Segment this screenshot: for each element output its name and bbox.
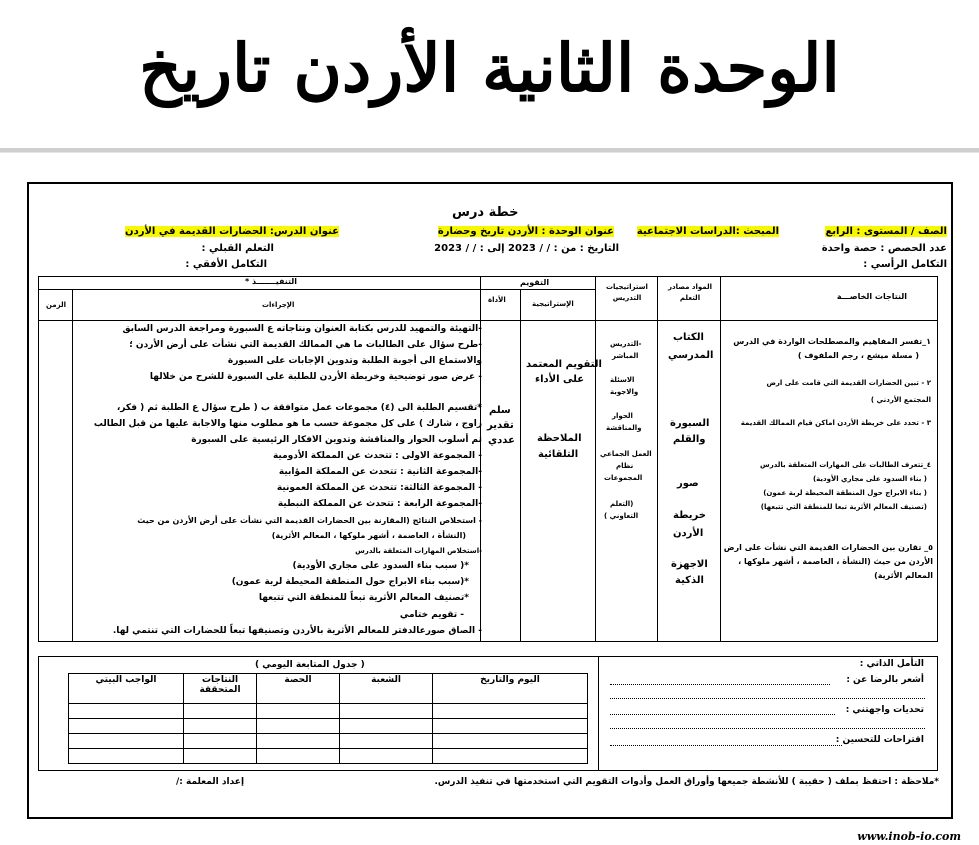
satisfaction-line-2: [610, 698, 925, 699]
followup-header: النتاجات المتحققة: [184, 674, 257, 704]
procedure-line: ثم أسلوب الحوار والمناقشة وتدوين الافكار الرئيسية على السبورة: [191, 435, 482, 445]
followup-header: اليوم والتاريخ: [433, 674, 588, 704]
eval-tool-item: سلم: [489, 405, 511, 416]
eval-strategy-item: على الأداء: [535, 374, 585, 385]
prepared-by: إعداد المعلمة :/: [176, 777, 245, 787]
outcome-line: ١_تفسر المفاهيم والمصطلحات الواردة في الدرس: [733, 337, 931, 346]
material-item: السبورة: [670, 418, 710, 429]
strategy-item: والاجوبة: [610, 388, 639, 396]
strategy-item: الاسئلة: [610, 376, 635, 384]
outcome-line: ٤_تتعرف الطالبات على المهارات المتعلقة بالدرس: [760, 461, 931, 469]
procedure-line: - استخلاص النتائج (المقارنة بين الحضارات القديمة التي نشأت على أرض الأردن من حيث: [137, 516, 482, 525]
strategy-item: -التدريس: [610, 340, 642, 348]
strategy-item: المجموعات: [604, 474, 643, 482]
strategy-item: نظام: [616, 462, 634, 470]
reflection-title: التأمل الذاتي :: [859, 659, 924, 669]
procedure-line: - المجموعة الاولى : تتحدث عن المملكة الأدومية: [272, 451, 482, 461]
main-title: الوحدة الثانية الأردن تاريخ: [139, 29, 840, 107]
procedure-line: -استخلاص المهارات المتعلقة بالدرس: [355, 547, 482, 555]
suggestions-line: [610, 745, 842, 746]
procedure-line: - المجموعة الثالثة: تتحدث عن المملكة العمونية: [276, 483, 482, 493]
procedure-line: والاستماع الى أجوبة الطلبة وتدوين الإجابات على السبورة: [227, 356, 482, 366]
eval-tool-item: تقدير: [487, 420, 514, 431]
col-materials: المواد مصادر التعلم: [667, 283, 713, 302]
material-item: الأردن: [673, 528, 704, 539]
divider: [657, 276, 658, 642]
col-execution: التنفيـــــــذ *: [245, 277, 298, 286]
followup-title: ( جدول المتابعة اليومي ): [255, 660, 365, 670]
reflection-satisfaction: أشعر بالرضا عن :: [846, 675, 924, 685]
procedure-line: - عرض صور توضيحية وخريطة الأردن للطلبة على السبورة للشرح من خلالها: [149, 372, 482, 382]
eval-strategy-item: التقويم المعتمد: [526, 359, 602, 370]
material-item: المدرسي: [668, 350, 714, 361]
followup-header: الواجب البيتي: [69, 674, 184, 704]
outcome-line: المجتمع الأردني ): [870, 396, 931, 404]
col-time: الزمن: [46, 301, 67, 309]
challenges-line: [610, 714, 835, 715]
followup-header: الحصة: [257, 674, 340, 704]
outcome-line: الأردن من حيث (النشأة ، العاصمة ، أشهر ملوكها ،: [738, 557, 933, 566]
prior-learning: التعلم القبلي :: [201, 243, 274, 254]
outcome-line: (تصنيف المعالم الأثرية تبعا للمنطقة التي تتبعها): [760, 503, 927, 511]
eval-strategy-item: التلقائية: [538, 449, 579, 460]
followup-table: [68, 673, 588, 764]
lesson-title: عنوان الدرس: الحضارات القديمة في الأردن: [125, 226, 339, 237]
outcome-line: ٢ - تبين الحضارات القديمة التي قامت على ارض: [766, 379, 931, 387]
horizontal-integration: التكامل الأفقي :: [185, 259, 267, 270]
col-strategies: استراتيجيات التدريس: [606, 283, 648, 302]
material-item: الكتاب: [673, 332, 704, 343]
reflection-challenges: تحديات واجهتني :: [845, 705, 924, 715]
vertical-integration: التكامل الرأسي :: [863, 259, 947, 270]
outcome-line: ٥_ تقارن بين الحضارات القديمة التي نشأت على ارض: [723, 543, 933, 552]
plan-note: *ملاحظة : احتفظ بملف ( حقيبة ) للأنشطة جميعها وأوراق العمل وأدوات التقويم التي استخدمتها في تنفيذ الدرس.: [434, 777, 939, 787]
strategy-item: الحوار: [612, 412, 633, 420]
challenges-line-2: [610, 728, 925, 729]
procedure-line: -التهيئة والتمهيد للدرس بكتابة العنوان ونتاجاته ع السبورة ومراجعة الدرس السابق: [122, 324, 482, 334]
col-outcomes: النتاجات الخاصـــة: [836, 292, 907, 301]
divider: [595, 276, 596, 642]
outcome-line: ( بناء الابراج حول المنطقة المحيطة لربة عمون): [763, 489, 927, 497]
procedure-line: (النشأة ، العاصمة ، أشهر ملوكها ، المعالم الأثرية): [271, 531, 466, 540]
followup-row: [69, 734, 588, 749]
reflection-suggestions: اقتراحات للتحسين :: [835, 735, 924, 745]
satisfaction-line: [610, 684, 830, 685]
procedure-line: *تقسيم الطلبة الى (٤) مجموعات عمل متوافقة ب ( طرح سؤال ع الطلبة ثم ( فكر،: [116, 403, 482, 413]
col-procedures: الإجراءات: [262, 301, 295, 309]
outcome-line: ٣ - تحدد على خريطة الأردن اماكن قيام الممالك القديمة: [740, 419, 931, 427]
procedure-line: - الصاق صورعالدفتر للمعالم الأثرية بالأردن وتصنيفها تبعاً للحضارات التي تنتمي لها.: [112, 626, 482, 636]
followup-row: [69, 749, 588, 764]
date: التاريخ : من : / / 2023 إلى : / / 2023: [434, 243, 619, 254]
procedure-line: -المجموعة الثانية : تتحدث عن المملكة المؤابية: [278, 467, 482, 477]
strategy-item: (التعلم: [610, 500, 634, 508]
strategy-item: التعاوني ): [604, 512, 639, 520]
title-divider: [0, 148, 979, 153]
divider: [38, 320, 938, 321]
divider: [720, 276, 721, 642]
unit-title: عنوان الوحدة : الأردن تاريخ وحضارة: [437, 226, 614, 237]
strategy-item: العمل الجماعي: [600, 450, 652, 458]
strategy-item: والمناقشة: [606, 424, 642, 432]
procedure-line: زاوج ، شارك ) على كل مجموعة حسب ما هو مطلوب منها والاجابة عليها من قبل الطالب: [93, 419, 482, 429]
material-item: خريطة: [673, 510, 706, 521]
eval-strategy-item: الملاحظة: [537, 433, 582, 444]
followup-row: [69, 719, 588, 734]
col-eval-strategy: الإستراتيجية: [532, 300, 574, 308]
procedure-line: - تقويم ختامي: [399, 610, 464, 620]
divider: [38, 289, 595, 290]
followup-row: [69, 704, 588, 719]
outcome-line: ( بناء السدود على مجاري الأودية): [812, 475, 927, 483]
class-level: الصف / المستوى : الرابع: [825, 226, 947, 237]
footer-url[interactable]: www.inob-io.com: [857, 830, 961, 843]
procedure-line: -المجموعة الرابعة : تتحدث عن المملكة النبطية: [277, 499, 482, 509]
eval-tool-item: عددي: [488, 435, 515, 446]
divider: [520, 289, 521, 642]
col-evaluation: التقويم: [520, 278, 550, 287]
plan-title: خطة درس: [452, 205, 519, 220]
followup-header: الشعبة: [340, 674, 433, 704]
outcome-line: المعالم الأثرية): [874, 571, 933, 580]
material-item: والقلم: [673, 434, 706, 445]
material-item: الذكية: [675, 575, 704, 586]
divider: [598, 656, 599, 771]
procedure-line: -طرح سؤال على الطالبات ما هي الممالك القديمة التي نشأت على أرض الأردن ؛: [129, 340, 482, 350]
subject: المبحث :الدراسات الاجتماعية: [636, 226, 779, 237]
outcome-line: ( مسلة ميشع ، رجم الملفوف ): [797, 351, 919, 360]
divider: [72, 289, 73, 642]
strategy-item: المباشر: [612, 352, 639, 360]
procedure-line: *( سبب بناء السدود على مجاري الأودية): [292, 561, 469, 571]
col-eval-tool: الأداة: [488, 296, 506, 304]
material-item: صور: [677, 478, 699, 489]
procedure-line: *(سبب بناء الابراج حول المنطقة المحيطة لربة عمون): [231, 577, 469, 587]
procedure-line: *تصنيف المعالم الأثرية تبعاً للمنطقة التي تتبعها: [258, 593, 469, 603]
material-item: الاجهزة: [671, 559, 708, 570]
sessions: عدد الحصص : حصة واحدة: [821, 243, 947, 254]
